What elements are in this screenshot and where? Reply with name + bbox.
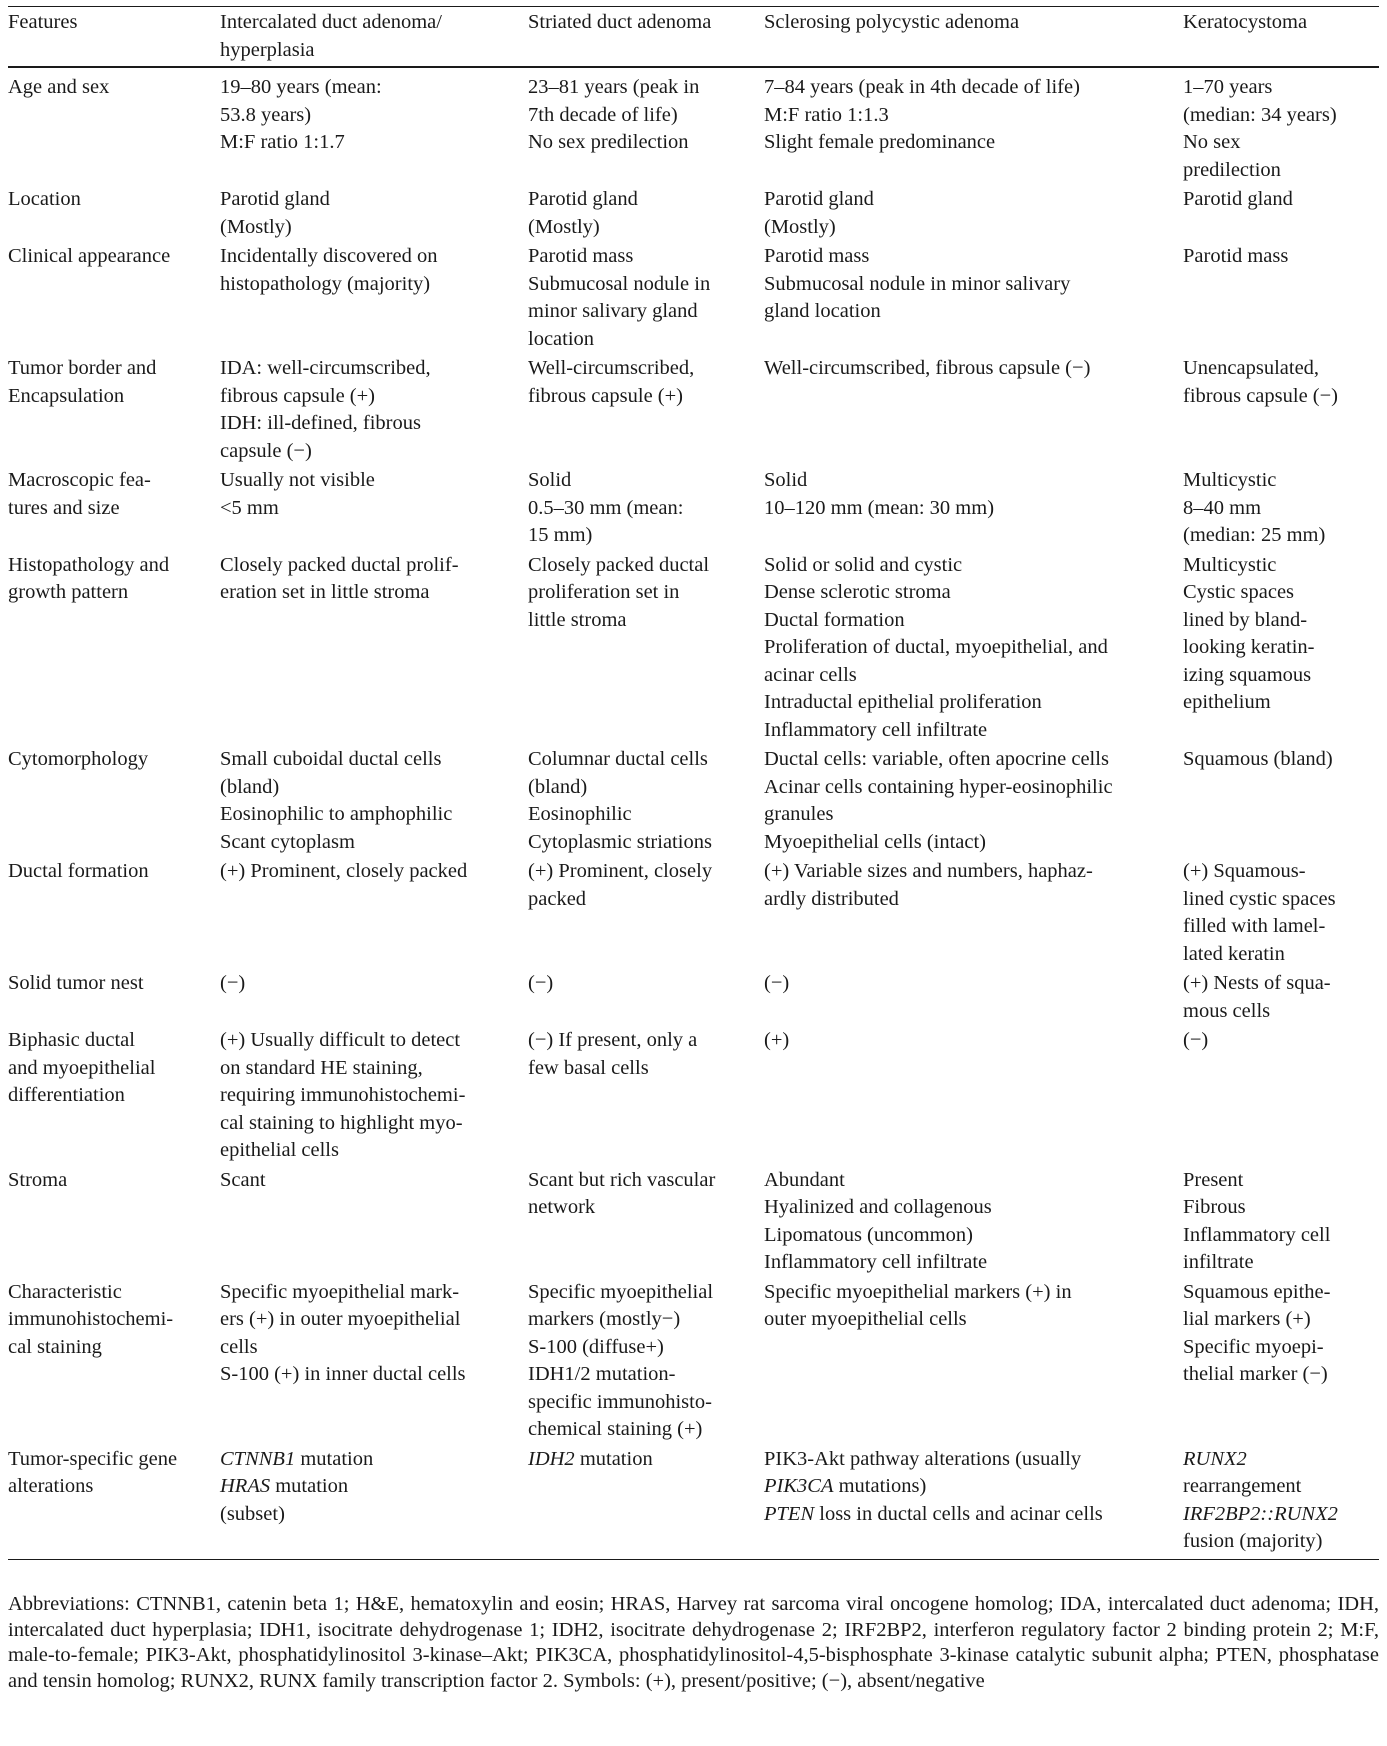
table-row [8, 1027, 1379, 1167]
row-feature-label: Tumor border and Encapsulation [8, 357, 157, 407]
table-footnote: Abbreviations: CTNNB1, catenin beta 1; H&E, hematoxylin and eosin; HRAS, Harvey rat sarcoma viral oncogene homolog; IDA, intercalated duct adenoma; IDH, intercalated duct hyperplasia; IDH1, isocitrate dehydrogenase 1; IDH2, isocitrate dehydrogenase 2; IRF2BP2, interferon regulatory factor 2 binding protein 2; M:F, male-to-female; PIK3-Akt, phosphatidylinositol 3-kinase–Akt; PIK3CA, phosphatidylinositol-4,5-bisphosphate 3-kinase catalytic subunit alpha; PTEN, phosphatase and tensin homolog; RUNX2, RUNX family transcription factor 2. Symbols: (+), present/positive; (−), absent/negative [8, 1593, 1379, 1692]
table-cell: RUNX2 rearrangement IRF2BP2::RUNX2 fusion (majority) [1183, 1447, 1338, 1552]
row-feature-label: Biphasic ductal and myoepithelial differentiation [8, 1029, 156, 1106]
row-feature-label: Stroma [8, 1168, 68, 1191]
table-row [8, 1279, 1379, 1446]
table-cell: (+) Usually difficult to detect on standard HE staining, requiring immunohistochemi- cal staining to highlight myo- epithelial cells [220, 1029, 466, 1161]
table-row [8, 243, 1379, 355]
row-feature-label: Histopathology and growth pattern [8, 553, 170, 603]
table-row [8, 1167, 1379, 1279]
table-cell: Closely packed ductal prolif- eration set in little stroma [220, 553, 459, 603]
table-cell: Closely packed ductal proliferation set in little stroma [528, 553, 710, 631]
table-cell: Present Fibrous Inflammatory cell infiltrate [1183, 1168, 1331, 1273]
table-row [8, 970, 1379, 1027]
table-cell: 23–81 years (peak in 7th decade of life) No sex predilection [528, 76, 700, 153]
table-cell: (+) [764, 1029, 790, 1051]
row-feature-label: Age and sex [8, 76, 110, 98]
table-cell: Columnar ductal cells (bland) Eosinophilic Cytoplasmic striations [528, 748, 712, 853]
row-feature-label: Characteristic immunohistochemi- cal staining [8, 1280, 174, 1358]
table-cell: Ductal cells: variable, often apocrine cells Acinar cells containing hyper-eosinophilic granules Myoepithelial cells (intact) [764, 748, 1113, 853]
row-feature-label: Solid tumor nest [8, 972, 144, 994]
table-cell: (−) [528, 972, 554, 994]
table-cell: IDA: well-circumscribed, fibrous capsule (+) IDH: ill-defined, fibrous capsule (−) [220, 357, 431, 462]
header-row [8, 7, 1379, 68]
table-cell: Solid 10–120 mm (mean: 30 mm) [764, 469, 995, 519]
table-cell: (+) Variable sizes and numbers, haphaz- ardly distributed [764, 860, 1093, 910]
table-row [8, 746, 1379, 858]
table-cell: (−) [1183, 1029, 1209, 1051]
row-feature-label: Tumor-specific gene alterations [8, 1447, 178, 1497]
header-features: Features [8, 7, 220, 68]
table-cell: 7–84 years (peak in 4th decade of life) M:F ratio 1:1.3 Slight female predominance [764, 76, 1080, 153]
table-cell: (−) If present, only a few basal cells [528, 1029, 698, 1079]
table-cell: PIK3-Akt pathway alterations (usually PIK3CA mutations) PTEN loss in ductal cells and acinar cells [764, 1447, 1103, 1525]
table-cell: Parotid gland (Mostly) [220, 188, 330, 238]
table-cell: (+) Prominent, closely packed [220, 860, 468, 882]
table-cell: (−) [220, 972, 246, 994]
table-cell: Specific myoepithelial mark- ers (+) in outer myoepithelial cells S-100 (+) in inner ductal cells [220, 1280, 466, 1385]
table-cell: IDH2 mutation [528, 1447, 653, 1470]
table-cell: 19–80 years (mean: 53.8 years) M:F ratio 1:1.7 [220, 76, 382, 153]
table-cell: (+) Nests of squa- mous cells [1183, 972, 1331, 1022]
table-row [8, 186, 1379, 243]
table-cell: Scant [220, 1168, 266, 1191]
row-feature-label: Ductal formation [8, 860, 149, 882]
table-cell: CTNNB1 mutation HRAS mutation (subset) [220, 1447, 374, 1525]
row-feature-label: Location [8, 188, 81, 210]
table-cell: Specific myoepithelial markers (+) in outer myoepithelial cells [764, 1280, 1072, 1330]
table-cell: Squamous epithe- lial markers (+) Specific myoepi- thelial marker (−) [1183, 1280, 1331, 1385]
table-cell: Multicystic 8–40 mm (median: 25 mm) [1183, 469, 1326, 546]
row-feature-label: Clinical appearance [8, 245, 171, 267]
table-row [8, 355, 1379, 467]
header-striated-duct-adenoma: Striated duct adenoma [528, 7, 764, 68]
table-header [8, 7, 1379, 68]
table-cell: 1–70 years (median: 34 years) No sex predilection [1183, 76, 1337, 181]
table-cell: Abundant Hyalinized and collagenous Lipomatous (uncommon) Inflammatory cell infiltrate [764, 1168, 992, 1273]
table-cell: Parotid mass [1183, 245, 1289, 267]
table-row [8, 1446, 1379, 1560]
table-cell: Parotid mass Submucosal nodule in minor salivary gland location [764, 245, 1071, 322]
table-body [8, 67, 1379, 1559]
row-feature-label: Cytomorphology [8, 748, 149, 770]
table-cell: Parotid gland [1183, 188, 1293, 210]
header-keratocystoma: Keratocystoma [1183, 7, 1379, 68]
table-cell: Parotid mass Submucosal nodule in minor salivary gland location [528, 245, 711, 350]
table-cell: Small cuboidal ductal cells (bland) Eosinophilic to amphophilic Scant cytoplasm [220, 748, 453, 853]
table-row [8, 858, 1379, 970]
table-cell: Incidentally discovered on histopathology (majority) [220, 245, 438, 295]
header-sclerosing-polycystic-adenoma: Sclerosing polycystic adenoma [764, 7, 1183, 68]
table-cell: Parotid gland (Mostly) [764, 188, 874, 238]
table-cell: Solid or solid and cystic Dense sclerotic stroma Ductal formation Proliferation of ductal, myoepithelial, and acinar cells Intraductal epithelial proliferation Inflammatory cell infiltrate [764, 553, 1108, 741]
table-cell: Solid 0.5–30 mm (mean: 15 mm) [528, 469, 684, 546]
table-cell: Scant but rich vascular network [528, 1168, 716, 1218]
table-cell: Parotid gland (Mostly) [528, 188, 638, 238]
table-cell: Well-circumscribed, fibrous capsule (+) [528, 357, 695, 407]
header-intercalated-duct-adenoma: Intercalated duct adenoma/ hyperplasia [220, 7, 528, 68]
table-cell: Well-circumscribed, fibrous capsule (−) [764, 357, 1091, 379]
table-row [8, 552, 1379, 747]
table-cell: (+) Squamous- lined cystic spaces filled with lamel- lated keratin [1183, 860, 1336, 965]
table-cell: Specific myoepithelial markers (mostly−) S-100 (diffuse+) IDH1/2 mutation- specific immunohisto- chemical staining (+) [528, 1280, 714, 1440]
table-row [8, 467, 1379, 552]
table-cell: Multicystic Cystic spaces lined by bland- looking keratin- izing squamous epithelium [1183, 553, 1315, 713]
table-row [8, 67, 1379, 186]
table-cell: (+) Prominent, closely packed [528, 860, 713, 910]
table-cell: Usually not visible <5 mm [220, 469, 375, 519]
table-cell: (−) [764, 972, 790, 994]
table-cell: Squamous (bland) [1183, 748, 1333, 770]
table-cell: Unencapsulated, fibrous capsule (−) [1183, 357, 1339, 407]
row-feature-label: Macroscopic fea- tures and size [8, 469, 151, 519]
comparison-table [8, 6, 1379, 1560]
